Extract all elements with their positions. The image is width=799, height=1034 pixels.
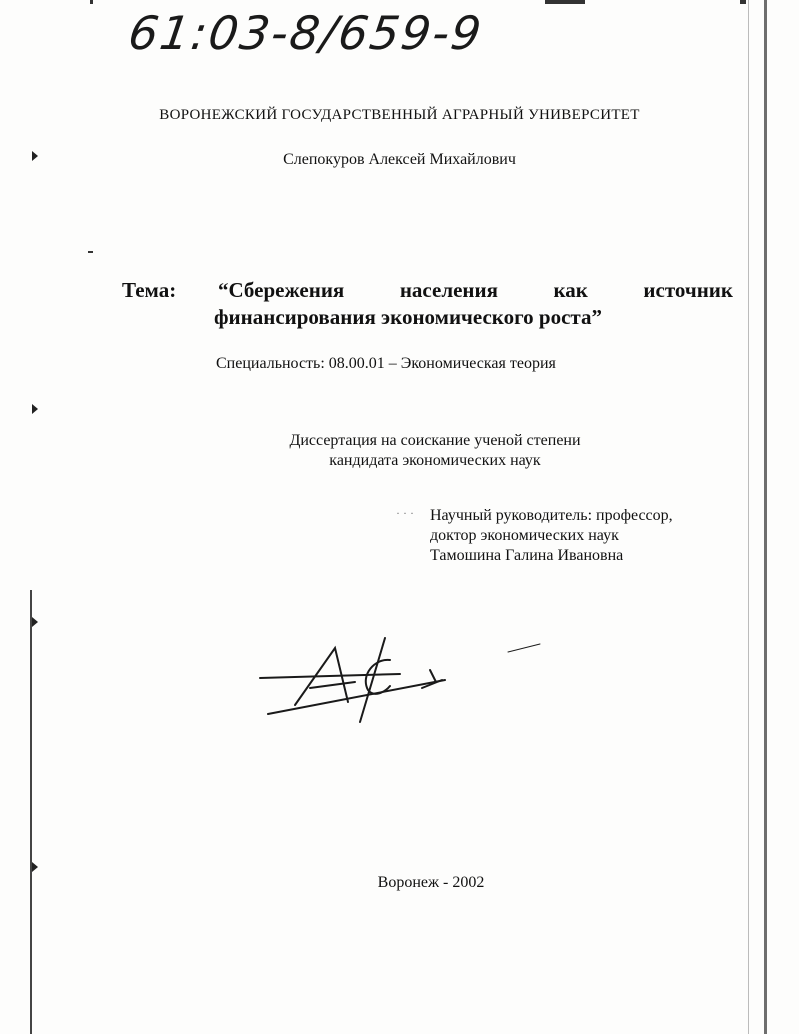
scan-mark [32,404,38,414]
signature [250,630,550,730]
supervisor-line2: доктор экономических наук [430,527,619,544]
scan-speck [88,251,93,253]
degree-line2: кандидата экономических наук [329,452,541,469]
author-name: Слепокуров Алексей Михайлович [283,151,516,168]
scan-mark [32,862,38,872]
supervisor-line1: Научный руководитель: профессор, [430,507,673,524]
topic-title-line1: “Сбережения населения как источник [218,278,733,302]
scan-notch [90,0,93,4]
topic-title-line2: финансирования экономического роста” [214,305,602,329]
topic-label: Тема: [122,278,177,302]
scan-notch [740,0,746,4]
scan-edge-left [30,590,32,1034]
degree-line1: Диссертация на соискание ученой степени [289,432,581,449]
scan-dots: · · · [396,506,414,520]
supervisor-name: Тамошина Галина Ивановна [430,547,624,564]
catalog-number-stamp: 61:03-8/659-9 [125,6,487,60]
specialty: Специальность: 08.00.01 – Экономическая теория [216,355,556,372]
scan-mark [32,617,38,627]
university-name: ВОРОНЕЖСКИЙ ГОСУДАРСТВЕННЫЙ АГРАРНЫЙ УНИВЕРСИТЕТ [159,107,640,123]
city-year: Воронеж - 2002 [377,874,485,891]
scan-notch [545,0,585,4]
